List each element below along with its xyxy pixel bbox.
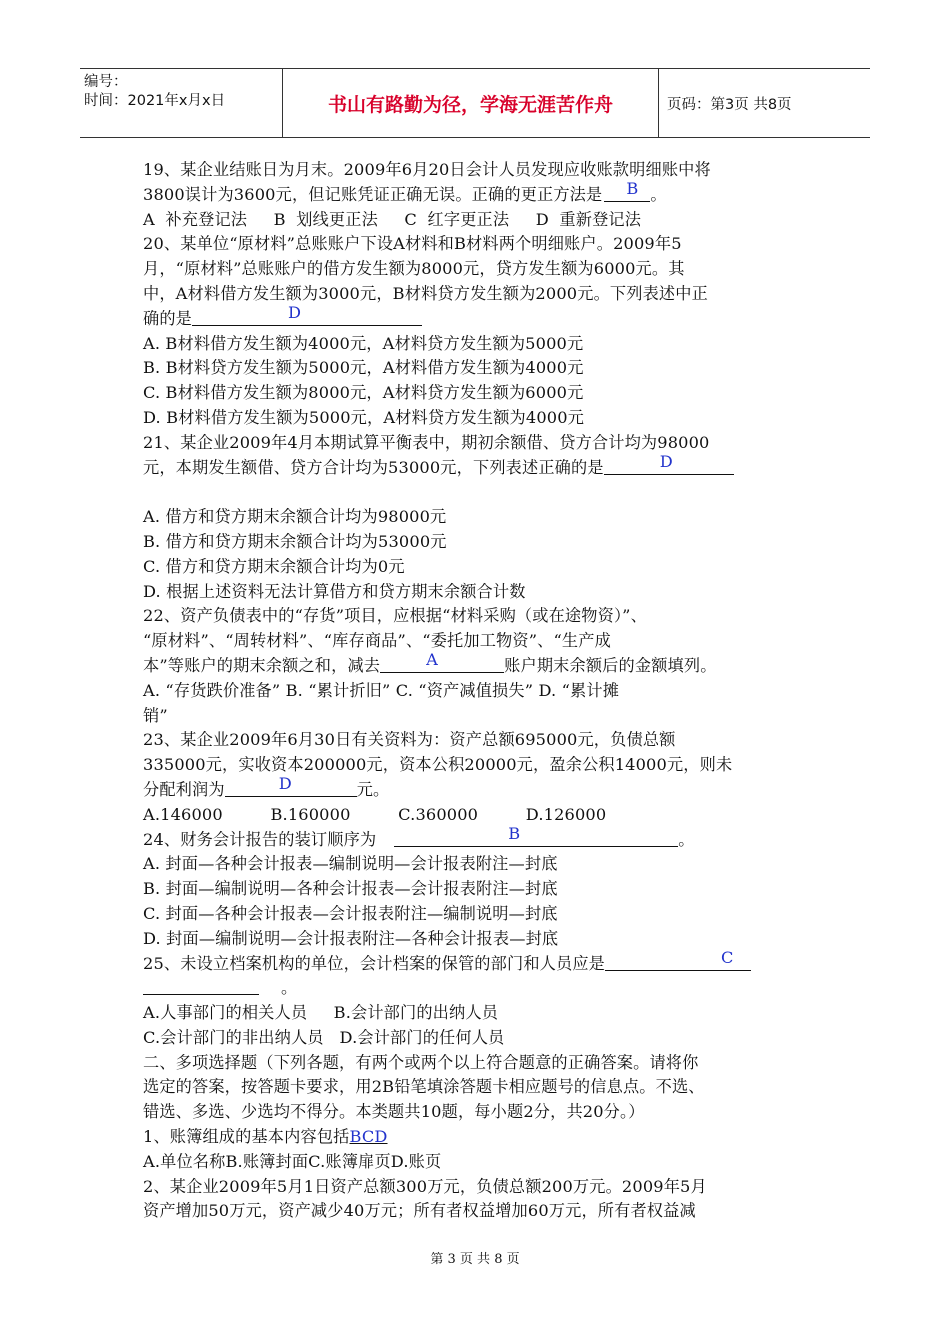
code-label: 编号： [84, 74, 128, 90]
text-line: C.会计部门的非出纳人员 D.会计部门的任何人员 [143, 1027, 505, 1047]
answer-q19: B [626, 179, 639, 198]
text-line: 19、某企业结账日为月末。2009年6月20日会计人员发现应收账款明细账中将 [143, 160, 711, 179]
answer-q23: D [278, 774, 292, 794]
text-line: A. B材料借方发生额为4000元，A材料贷方发生额为5000元 [143, 333, 584, 353]
text-line: A.146000 B.160000 C.360000 D.126000 [143, 804, 607, 824]
text-line: 资产增加50万元，资产减少40万元；所有者权益增加60万元，所有者权益减 [143, 1201, 696, 1221]
text-line: 22、资产负债表中的“存货”项目，应根据“材料采购（或在途物资）”、 [143, 606, 647, 626]
text-line: 分配利润为 D 元。 [143, 774, 390, 799]
text-line: D. 封面—编制说明—会计报表附注—各种会计报表—封底 [143, 928, 559, 948]
text-line: 1、账簿组成的基本内容包括BCD [143, 1127, 388, 1147]
time-label: 时间：2021年x月x日 [84, 93, 226, 109]
text-line: 确的是 D [143, 307, 823, 332]
text-line: 。 [143, 976, 823, 1001]
text-line: 20、某单位“原材料”总账账户下设A材料和B材料两个明细账户。2009年5 [143, 234, 682, 254]
header-page-number: 页码：第3页 共8页 [667, 96, 792, 113]
text-line: 销” [143, 705, 168, 725]
text-line: 选定的答案，按答题卡要求，用2B铅笔填涂答题卡相应题号的信息点。不选、 [143, 1077, 705, 1097]
text-line: 元，本期发生额借、贷方合计均为53000元，下列表述正确的是 D [143, 456, 823, 481]
text-line: B. B材料贷方发生额为5000元，A材料借方发生额为4000元 [143, 358, 584, 378]
text-line: C. B材料借方发生额为8000元，A材料贷方发生额为6000元 [143, 383, 584, 403]
text-line: 中，A材料借方发生额为3000元，B材料贷方发生额为2000元。下列表述中正 [143, 283, 708, 303]
text-line: B. 封面—编制说明—各种会计报表—会计报表附注—封底 [143, 879, 558, 899]
header-table [80, 68, 870, 138]
answer-q20: D [288, 302, 302, 322]
answer-m1: BCD [349, 1127, 388, 1147]
text-line: B. 借方和贷方期末余额合计均为53000元 [143, 531, 447, 551]
answer-q21: D [659, 451, 673, 471]
page-footer: 第 3 页 共 8 页 [430, 1252, 520, 1267]
answer-q25: C [721, 947, 734, 967]
text-line: 25、未设立档案机构的单位，会计档案的保管的部门和人员应是 C [143, 952, 823, 977]
text-line: A 补充登记法 B 划线更正法 C 红字更正法 D 重新登记法 [143, 209, 642, 229]
text-line: 2、某企业2009年5月1日资产总额300万元，负债总额200万元。2009年5月 [143, 1176, 707, 1196]
text-line: D. B材料借方发生额为5000元，A材料贷方发生额为4000元 [143, 407, 585, 427]
text-line: A. “存货跌价准备” B. “累计折旧” C. “资产减值损失” D. “累计摊 [143, 680, 620, 700]
text-line: “原材料”、“周转材料”、“库存商品”、“委托加工物资”、“生产成 [143, 631, 611, 651]
text-line: 月，“原材料”总账账户的借方发生额为8000元，贷方发生额为6000元。其 [143, 259, 685, 279]
text-line: C. 封面—各种会计报表—会计报表附注—编制说明—封底 [143, 903, 558, 923]
text-line: 本”等账户的期末余额之和，减去 A 账户期末余额后的金额填列。 [143, 650, 717, 675]
text-line: 335000元，实收资本200000元，资本公积20000元，盈余公积14000元，则未 [143, 755, 733, 775]
header-meta [80, 69, 283, 137]
text-line: 二、多项选择题（下列各题，有两个或两个以上符合题意的正确答案。请将你 [143, 1052, 699, 1072]
answer-q22: A [426, 650, 438, 670]
text-line: D. 根据上述资料无法计算借方和贷方期末余额合计数 [143, 581, 526, 601]
text-line: A. 封面—各种会计报表—编制说明—会计报表附注—封底 [143, 854, 558, 874]
text-line: A.人事部门的相关人员 B.会计部门的出纳人员 [143, 1003, 499, 1023]
text-line: A. 借方和贷方期末余额合计均为98000元 [143, 507, 447, 527]
document-body [143, 158, 823, 1224]
text-line: A.单位名称B.账簿封面C.账簿扉页D.账页 [143, 1151, 442, 1171]
text-line: 24、财务会计报告的装订顺序为 B 。 [143, 823, 695, 849]
text-line: 21、某企业2009年4月本期试算平衡表中，期初余额借、贷方合计均为98000 [143, 432, 710, 452]
text-line: C. 借方和贷方期末余额合计均为0元 [143, 556, 405, 576]
text-line: 错选、多选、少选均不得分。本类题共10题，每小题2分，共20分。） [143, 1102, 645, 1122]
answer-q24: B [508, 823, 521, 843]
text-line: 23、某企业2009年6月30日有关资料为：资产总额695000元，负债总额 [143, 730, 676, 750]
header-motto: 书山有路勤为径，学海无涯苦作舟 [283, 69, 659, 137]
text-line: 3800误计为3600元，但记账凭证正确无误。正确的更正方法是 B 。 [143, 179, 667, 204]
